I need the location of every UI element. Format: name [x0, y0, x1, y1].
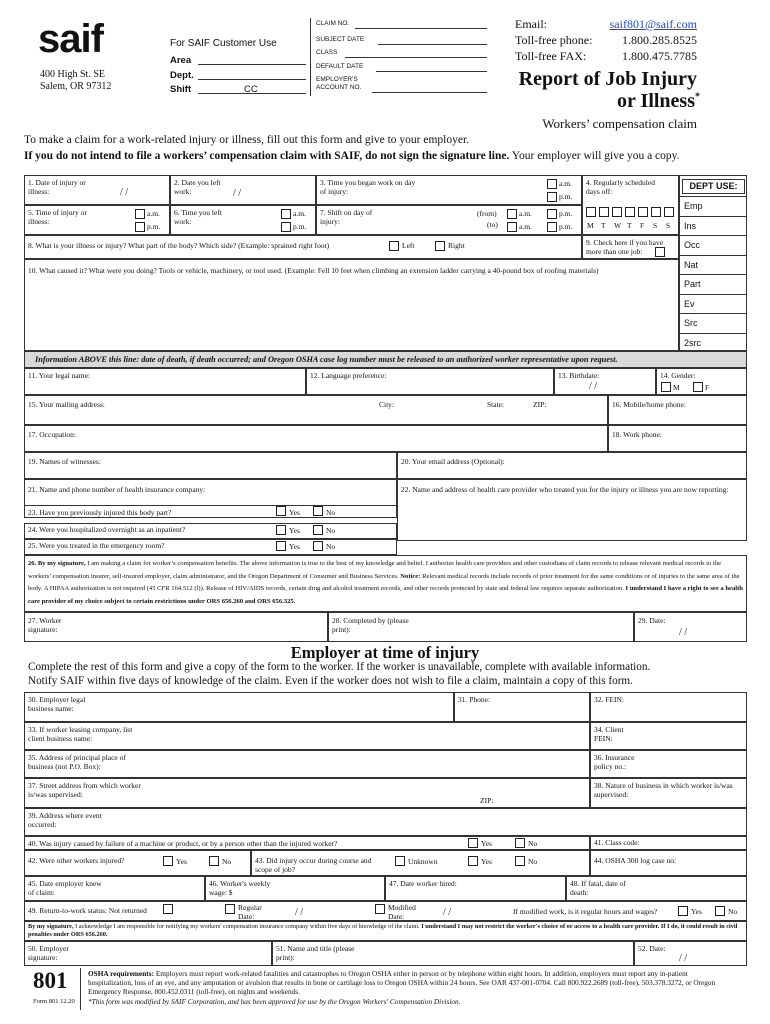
field-birthdate[interactable]: 13. Birthdate: / /: [554, 368, 656, 395]
field-employer-name[interactable]: 30. Employer legal business name:: [24, 692, 454, 722]
field-previous-injury[interactable]: 23. Have you previously injured this body part? Yes No: [24, 506, 397, 518]
field-time-left-work[interactable]: 6. Time you left work: a.m. p.m.: [170, 205, 316, 235]
field-worker-date[interactable]: 29. Date: / /: [634, 612, 747, 642]
field-date-left-work[interactable]: 2. Date you left work: / /: [170, 175, 316, 205]
email-label: Email:: [515, 17, 547, 31]
form-title-line2: or Illness: [617, 90, 695, 112]
email-link[interactable]: saif801@saif.com: [609, 17, 697, 31]
form-number-big: 801: [33, 968, 68, 993]
field-witnesses[interactable]: 19. Names of witnesses:: [24, 452, 397, 479]
form-number-small: Form 801 12.20: [33, 998, 75, 1005]
field-employer-name-title[interactable]: 51. Name and title (please print):: [272, 941, 634, 966]
field-days-off[interactable]: 4. Regularly scheduled days off: M T W T F S S: [582, 175, 679, 235]
intro-line2-bold: If you do not intend to file a workers’ compensation claim with SAIF, do not sign the signature line.: [24, 150, 510, 162]
field-what-caused-it[interactable]: 10. What caused it? What were you doing? Tools or vehicle, machinery, or tool used. (Example: Fell 10 feet when climbing an extension ladder carrying a 40-pound box of roofing materials): [24, 259, 679, 351]
field-worker-signature[interactable]: 27. Worker signature:: [24, 612, 328, 642]
field-class-code[interactable]: 41. Class code:: [590, 836, 747, 850]
field-return-to-work[interactable]: 49. Return-to-work status: Not returned Regular Date: / / Modified Date: / / If modified work, is it regular hours and wages? Yes No: [24, 901, 747, 921]
field-machine-failure[interactable]: 40. Was injury caused by failure of a machine or product, or by a person other than the injured worker? Yes No: [24, 836, 590, 850]
field-health-insurance[interactable]: 21. Name and phone number of health insurance company:: [24, 479, 397, 506]
fax-label: Toll-free FAX:: [515, 49, 587, 63]
dept-occ: Occ: [680, 235, 746, 255]
dept-label: Dept.: [170, 70, 194, 81]
dept-ev: Ev: [680, 294, 746, 314]
field-date-hired[interactable]: 47. Date worker hired:: [385, 876, 566, 901]
area-label: Area: [170, 55, 192, 66]
form-title-line1: Report of Job Injury: [518, 68, 697, 90]
shift-label: Shift: [170, 84, 192, 95]
field-time-began-work[interactable]: 3. Time you began work on day of injury: a.m. p.m.: [316, 175, 582, 205]
field-gender[interactable]: 14. Gender: M F: [656, 368, 747, 395]
dept-src: Src: [680, 313, 746, 333]
field-supervised-address[interactable]: 37. Street address from which worker is/was supervised: ZIP:: [24, 778, 590, 808]
field-principal-address[interactable]: 35. Address of principal place of business (not P.O. Box):: [24, 750, 590, 778]
field-more-than-one-job[interactable]: 9. Check here if you have more than one job:: [582, 235, 679, 259]
field-mobile-phone[interactable]: 16. Mobile/home phone:: [608, 395, 747, 425]
osha-requirements-label: OSHA requirements:: [88, 969, 155, 978]
default-date-label: DEFAULT DATE: [316, 63, 364, 70]
form-subtitle: Workers’ compensation claim: [542, 116, 697, 131]
field-nature-of-business[interactable]: 38. Nature of business in which worker is/was supervised:: [590, 778, 747, 808]
field-email[interactable]: 20. Your email address (Optional):: [397, 452, 747, 479]
field-hospitalized[interactable]: 24. Were you hospitalized overnight as an inpatient? Yes No: [24, 523, 397, 539]
subject-date-label: SUBJECT DATE: [316, 36, 365, 43]
field-fein[interactable]: 32. FEIN:: [590, 692, 747, 722]
intro-line2-rest: Your employer will give you a copy.: [509, 150, 680, 162]
dept-nat: Nat: [680, 255, 746, 275]
field-occupation[interactable]: 17. Occupation:: [24, 425, 608, 452]
field-mailing-address[interactable]: 15. Your mailing address: City: State: ZIP:: [24, 395, 608, 425]
info-above-banner: Information ABOVE this line: date of death, if death occurred; and Oregon OSHA case log number must be released to an authorized worker representative upon request.: [24, 351, 747, 368]
field-insurance-policy[interactable]: 36. Insurance policy no.:: [590, 750, 747, 778]
employer-account-label-1: EMPLOYER'S: [316, 76, 358, 83]
field-client-fein[interactable]: 34. Client FEIN:: [590, 722, 747, 750]
field-weekly-wage[interactable]: 46. Worker's weekly wage: $: [205, 876, 385, 901]
dept-part: Part: [680, 274, 746, 294]
field-osha-log[interactable]: 44. OSHA 300 log case no:: [590, 850, 747, 876]
field-employer-date[interactable]: 52. Date: / /: [634, 941, 747, 966]
field-language-preference[interactable]: 12. Language preference:: [306, 368, 554, 395]
field-illness-description[interactable]: 8. What is your illness or injury? What part of the body? Which side? (Example: sprained right foot) Left Right: [24, 235, 582, 259]
employer-heading: Employer at time of injury: [290, 643, 480, 662]
field-health-care-provider[interactable]: 22. Name and address of health care provider who treated you for the injury or illness you are now reporting:: [397, 479, 747, 541]
dept-2src: 2src: [680, 333, 746, 353]
field-date-of-injury[interactable]: 1. Date of injury or illness: / /: [24, 175, 170, 205]
saif-address-line2: Salem, OR 97312: [40, 81, 112, 92]
form-title-star: *: [695, 91, 700, 103]
modified-note: *This form was modified by SAIF Corporation, and has been approved for use by the Oregon Workers' Compensation Division.: [88, 997, 461, 1006]
dept-emp: Emp: [680, 196, 746, 216]
field-work-phone[interactable]: 18. Work phone:: [608, 425, 747, 452]
field-completed-by[interactable]: 28. Completed by (please print):: [328, 612, 634, 642]
class-label: CLASS: [316, 49, 338, 56]
field-legal-name[interactable]: 11. Your legal name:: [24, 368, 306, 395]
field-course-and-scope[interactable]: 43. Did injury occur during course and scope of job? Unknown Yes No: [251, 850, 590, 876]
customer-use-title: For SAIF Customer Use: [170, 38, 277, 49]
field-emergency-room[interactable]: 25. Were you treated in the emergency room? Yes No: [24, 539, 397, 555]
employer-intro-2: Notify SAIF within five days of knowledge of the claim. Even if the worker does not wish to file a claim, maintain a copy of this form.: [28, 675, 633, 687]
phone-value: 1.800.285.8525: [622, 33, 697, 47]
phone-label: Toll-free phone:: [515, 33, 593, 47]
claim-no-label: CLAIM NO.: [316, 20, 350, 27]
field-leasing-company[interactable]: 33. If worker leasing company, list client business name:: [24, 722, 590, 750]
fax-value: 1.800.475.7785: [622, 49, 697, 63]
shift-cc: CC: [244, 84, 258, 95]
employer-acknowledgement: By my signature, I acknowledge I am responsible for notifying my workers' compensation insurance company within five days of knowledge of the claim. I understand I may not restrict the worker's choice of or access to a health care provider. If I do, it could result in civil penalties under ORS 656.260.: [24, 921, 747, 941]
dept-use-panel: DEPT USE: Emp Ins Occ Nat Part Ev Src 2src: [679, 175, 747, 351]
saif-address-line1: 400 High St. SE: [40, 69, 106, 80]
employer-account-label-2: ACCOUNT NO.: [316, 84, 362, 91]
days-off-checkboxes[interactable]: [586, 207, 677, 217]
field-shift[interactable]: 7. Shift on day of injury: (from) (to) a.m. a.m. p.m. p.m.: [316, 205, 582, 235]
field-employer-signature[interactable]: 50. Employer signature:: [24, 941, 272, 966]
field-other-workers-injured[interactable]: 42. Were other workers injured? Yes No: [24, 850, 251, 876]
field-employer-phone[interactable]: 31. Phone:: [454, 692, 590, 722]
osha-requirements-text: Employers must report work-related fatalities and catastrophes to Oregon OSHA either in person or by telephone within eight hours. In addition, employers must report any in-patient hospitalization, loss of an eye, and any amputation or avulsion that results in bone or cartilage loss to Oregon OSHA within 24 hours. See OAR 437-001-0704. Call 800.922.2689 (toll-free), 503.378.3272, or Oregon Emergency Response, 800.452.0311 (toll-free), on nights and weekends.: [88, 969, 716, 996]
field-date-of-death[interactable]: 48. If fatal, date of death:: [566, 876, 747, 901]
worker-authorization-text: 26. By my signature, I am making a claim for worker’s compensation benefits. The above information is true to the best of my knowledge and belief. I authorize health care providers and other custodians of claim records to release relevant medical records to the workers’ compensation insurer, self-insured employer, claim administrator, and the Oregon Department of Consumer and Business Services. Notice: Relevant medical records include records of prior treatment for the same conditions or of injuries to the same area of the body. A HIPAA authorization is not required (45 CFR 164.512 (l)). Release of HIV/AIDS records, certain drug and alcohol treatment records, and other records protected by state and federal law requires separate authorization. I understand I have a right to see a health care provider of my choice subject to certain restrictions under ORS 656.260 and ORS 656.325.: [24, 555, 747, 612]
intro-line1: To make a claim for a work-related injury or illness, fill out this form and give to your employer.: [24, 134, 470, 146]
field-event-address[interactable]: 39. Address where event occurred:: [24, 808, 747, 836]
dept-ins: Ins: [680, 216, 746, 236]
field-time-of-injury[interactable]: 5. Time of injury or illness: a.m. p.m.: [24, 205, 170, 235]
field-date-employer-knew[interactable]: 45. Date employer knew of claim:: [24, 876, 205, 901]
saif-logo: saif: [38, 17, 103, 61]
employer-intro-1: Complete the rest of this form and give a copy of the form to the worker. If the worker is unavailable, complete with available information.: [28, 661, 651, 673]
